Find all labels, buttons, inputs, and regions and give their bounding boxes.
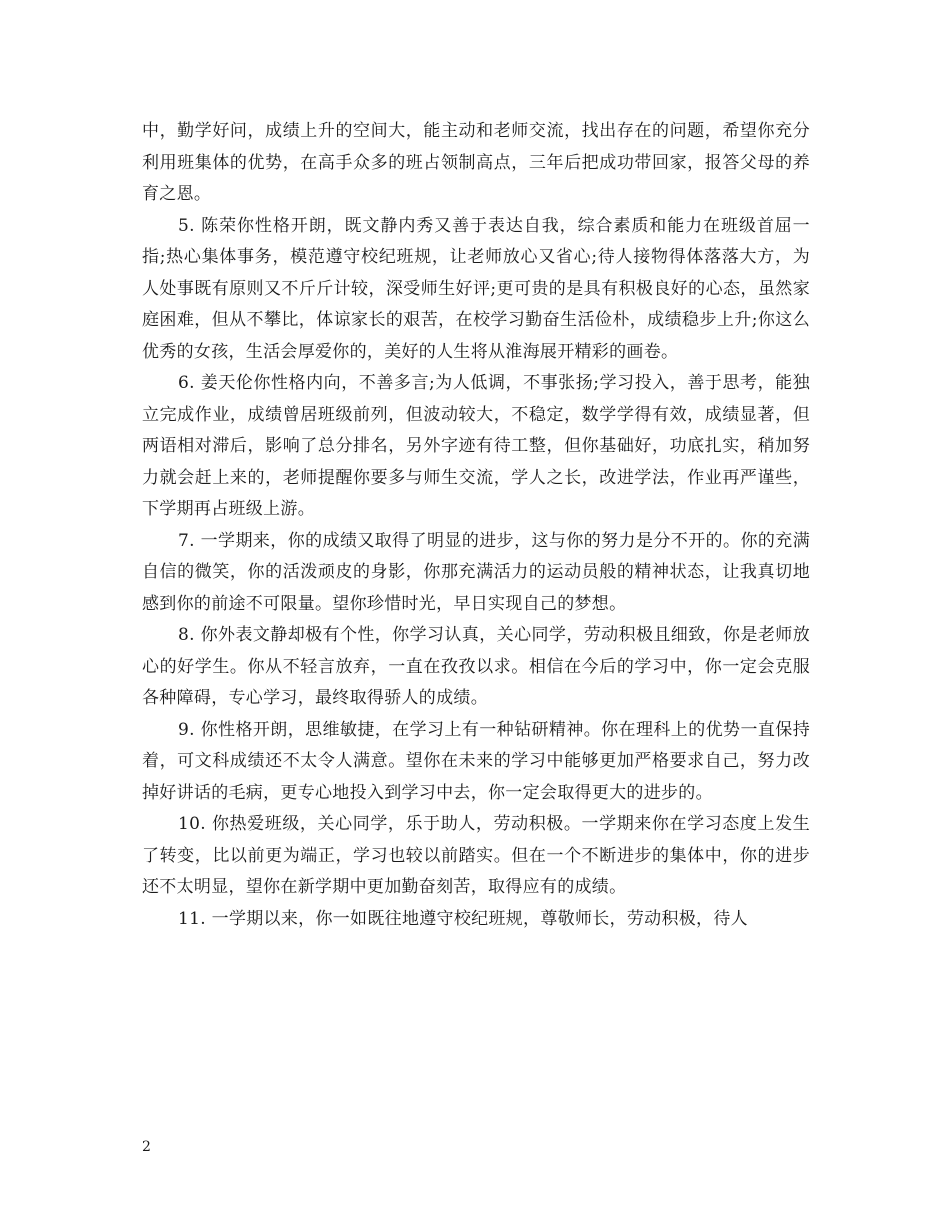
- paragraph-comment-9: 9. 你性格开朗，思维敏捷，在学习上有一种钻研精神。你在理科上的优势一直保持着，可文科成绩还不太令人满意。望你在未来的学习中能够更加严格要求自己，努力改掉好讲话的毛病，更专心地投入到学习中去，你一定会取得更大的进步的。: [142, 719, 810, 803]
- paragraph-comment-10: 10. 你热爱班级，关心同学，乐于助人，劳动积极。一学期来你在学习态度上发生了转变，比以前更为端正，学习也较以前踏实。但在一个不断进步的集体中，你的进步还不太明显，望你在新学期中更加勤奋刻苦，取得应有的成绩。: [142, 814, 810, 897]
- paragraph-continuation: 中，勤学好问，成绩上升的空间大，能主动和老师交流，找出存在的问题，希望你充分利用班集体的优势，在高手众多的班占领制高点，三年后把成功带回家，报答父母的养育之恩。: [142, 121, 810, 204]
- page-number: 2: [142, 1139, 151, 1155]
- paragraph-comment-5: 5. 陈荣你性格开朗，既文静内秀又善于表达自我，综合素质和能力在班级首屈一指;热心集体事务，模范遵守校纪班规，让老师放心又省心;待人接物得体落落大方，为人处事既有原则又不斤斤计较，深受师生好评;更可贵的是具有积极良好的心态，虽然家庭困难，但从不攀比，体谅家长的艰苦，在校学习勤奋生活俭朴，成绩稳步上升;你这么优秀的女孩，生活会厚爱你的，美好的人生将从淮海展开精彩的画卷。: [142, 215, 810, 362]
- paragraph-comment-11: 11. 一学期以来，你一如既往地遵守校纪班规，尊敬师长，劳动积极，待人: [178, 908, 748, 929]
- paragraph-comment-7: 7. 一学期来，你的成绩又取得了明显的进步，这与你的努力是分不开的。你的充满自信的微笑，你的活泼顽皮的身影，你那充满活力的运动员般的精神状态，让我真切地感到你的前途不可限量。望你珍惜时光，早日实现自己的梦想。: [142, 530, 810, 614]
- paragraph-comment-8: 8. 你外表文静却极有个性，你学习认真，关心同学，劳动积极且细致，你是老师放心的好学生。你从不轻言放弃，一直在孜孜以求。相信在今后的学习中，你一定会克服各种障碍，专心学习，最终取得骄人的成绩。: [142, 625, 810, 708]
- paragraph-comment-6: 6. 姜天伦你性格内向，不善多言;为人低调，不事张扬;学习投入，善于思考，能独立完成作业，成绩曾居班级前列，但波动较大，不稳定，数学学得有效，成绩显著，但两语相对滞后，影响了总分排名，另外字迹有待工整，但你基础好，功底扎实，稍加努力就会赶上来的，老师提醒你要多与师生交流，学人之长，改进学法，作业再严谨些，下学期再占班级上游。: [142, 373, 810, 519]
- document-body: [142, 116, 810, 935]
